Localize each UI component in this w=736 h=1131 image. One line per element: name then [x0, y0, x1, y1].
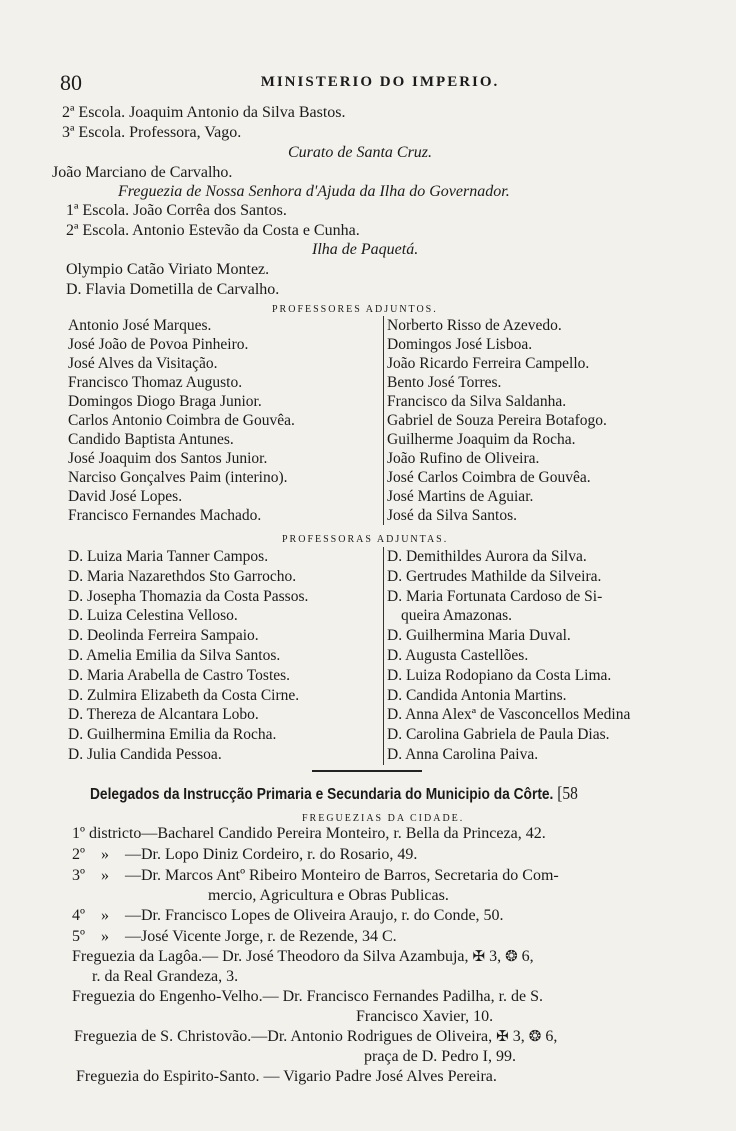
list-item: David José Lopes.: [68, 488, 183, 505]
list-item: D. Gertrudes Mathilde da Silveira.: [387, 567, 602, 585]
list-item: D. Luiza Celestina Velloso.: [68, 607, 238, 625]
district-line: 1º districto—Bacharel Candido Pereira Monteiro, r. Bella da Princeza, 42.: [72, 825, 546, 842]
top-line: D. Flavia Dometilla de Carvalho.: [66, 281, 280, 298]
list-item: D. Luiza Maria Tanner Campos.: [68, 548, 269, 565]
list-item: D. Candida Antonia Martins.: [387, 686, 567, 704]
freguezia-christovao: [74, 1028, 557, 1046]
delegados-title: [90, 783, 578, 804]
district-line-cont: mercio, Agricultura e Obras Publicas.: [208, 887, 449, 904]
cross-icon: ✠: [496, 1029, 509, 1045]
section-title: Curato de Santa Cruz.: [288, 144, 433, 161]
section-title: Freguezia de Nossa Senhora d'Ajuda da Ilha do Governador.: [118, 183, 510, 200]
freguezia-espirito-santo: Freguezia do Espirito-Santo. — Vigario Padre José Alves Pereira.: [76, 1068, 497, 1085]
professoras-heading: PROFESSORAS ADJUNTAS.: [282, 534, 449, 545]
list-item: Guilherme Joaquim da Rocha.: [387, 431, 576, 448]
list-item: queira Amazonas.: [401, 607, 513, 625]
list-item: Francisco da Silva Saldanha.: [387, 393, 567, 410]
list-item: Antonio José Marques.: [68, 317, 212, 334]
freguezia-text: 3,: [489, 948, 502, 965]
list-item: D. Julia Candida Pessoa.: [68, 745, 222, 763]
district-line: 3º » —Dr. Marcos Antº Ribeiro Monteiro de Barros, Secretaria do Com-: [72, 867, 559, 884]
list-item: José Martins de Aguiar.: [387, 488, 534, 505]
section-title: Ilha de Paquetá.: [312, 241, 419, 258]
freguezia-text: Freguezia da Lagôa.— Dr. José Theodoro da Silva Azambuja,: [72, 948, 469, 965]
delegados-title-text: Delegados da Instrucção Primaria e Secundaria do Municipio da Côrte.: [90, 786, 554, 803]
list-item: Domingos Diogo Braga Junior.: [68, 393, 262, 410]
list-item: D. Maria Fortunata Cardoso de Si-: [387, 587, 603, 605]
list-item: Narciso Gonçalves Paim (interino).: [68, 469, 288, 486]
list-item: Carlos Antonio Coimbra de Gouvêa.: [68, 412, 295, 429]
list-item: D. Guilhermina Maria Duval.: [387, 627, 571, 645]
top-line: Olympio Catão Viriato Montez.: [66, 261, 270, 278]
list-item: João Ricardo Ferreira Campello.: [387, 355, 590, 372]
list-item: D. Carolina Gabriela de Paula Dias.: [387, 726, 610, 744]
list-item: Gabriel de Souza Pereira Botafogo.: [387, 412, 607, 429]
professores-right-column: [383, 316, 707, 525]
list-item: D. Maria Nazarethdos Sto Garrocho.: [68, 567, 297, 585]
cross-icon: ✠: [472, 949, 486, 965]
list-item: D. Josepha Thomazia da Costa Passos.: [68, 587, 309, 605]
freguezia-address: praça de D. Pedro I, 99.: [364, 1048, 516, 1065]
page-number: 80: [60, 70, 82, 95]
freguezia-address: Francisco Xavier, 10.: [356, 1008, 494, 1025]
list-item: Francisco Thomaz Augusto.: [68, 374, 243, 391]
medal-icon: ❂: [505, 949, 518, 965]
list-item: José Carlos Coimbra de Gouvêa.: [387, 469, 591, 486]
professoras-left-column: [68, 547, 378, 765]
list-item: João Rufino de Oliveira.: [387, 450, 540, 467]
freguezia-address: r. da Real Grandeza, 3.: [92, 968, 239, 985]
list-item: Bento José Torres.: [387, 374, 502, 391]
list-item: José Joaquim dos Santos Junior.: [68, 450, 268, 467]
delegados-ref: [58: [557, 783, 578, 803]
freguezia-lagoa: [72, 948, 534, 966]
list-item: D. Augusta Castellões.: [387, 646, 529, 664]
district-line: 4º » —Dr. Francisco Lopes de Oliveira Araujo, r. do Conde, 50.: [72, 907, 504, 924]
freguezia-text: 3,: [512, 1028, 525, 1045]
top-line: 2ª Escola. Antonio Estevão da Costa e Cunha.: [66, 222, 360, 239]
top-line: João Marciano de Carvalho.: [52, 164, 233, 181]
professores-heading: PROFESSORES ADJUNTOS.: [272, 304, 438, 315]
freguezia-text: 6,: [545, 1028, 558, 1045]
freguezias-heading: FREGUEZIAS DA CIDADE.: [302, 813, 465, 824]
list-item: Domingos José Lisboa.: [387, 336, 533, 353]
list-item: D. Amelia Emilia da Silva Santos.: [68, 646, 281, 664]
list-item: D. Thereza de Alcantara Lobo.: [68, 706, 259, 724]
freguezia-text: Freguezia de S. Christovão.—Dr. Antonio Rodrigues de Oliveira,: [74, 1028, 493, 1045]
district-line: 5º » —José Vicente Jorge, r. de Rezende, 34 C.: [72, 928, 397, 945]
list-item: José Alves da Visitação.: [68, 355, 218, 372]
list-item: José da Silva Santos.: [387, 507, 518, 524]
list-item: D. Luiza Rodopiano da Costa Lima.: [387, 666, 612, 684]
district-line: 2º » —Dr. Lopo Diniz Cordeiro, r. do Rosario, 49.: [72, 846, 418, 863]
freguezia-text: 6,: [521, 948, 534, 965]
list-item: Norberto Risso de Azevedo.: [387, 317, 562, 334]
professores-left-column: [68, 316, 378, 525]
medal-icon: ❂: [528, 1029, 542, 1045]
freguezia-engenho: Freguezia do Engenho-Velho.— Dr. Francisco Fernandes Padilha, r. de S.: [72, 988, 544, 1005]
list-item: D. Maria Arabella de Castro Tostes.: [68, 666, 291, 684]
list-item: Francisco Fernandes Machado.: [68, 507, 262, 524]
top-line: 3ª Escola. Professora, Vago.: [62, 124, 242, 141]
list-item: D. Guilhermina Emilia da Rocha.: [68, 726, 277, 744]
list-item: Candido Baptista Antunes.: [68, 431, 234, 448]
page-header: [60, 70, 700, 96]
running-head: MINISTERIO DO IMPERIO.: [260, 74, 500, 90]
top-line: 2ª Escola. Joaquim Antonio da Silva Bastos.: [62, 104, 346, 121]
list-item: D. Demithildes Aurora da Silva.: [387, 548, 587, 565]
list-item: D. Anna Carolina Paiva.: [387, 745, 539, 763]
list-item: D. Deolinda Ferreira Sampaio.: [68, 627, 259, 645]
list-item: D. Anna Alexª de Vasconcellos Medina: [387, 706, 631, 724]
list-item: José João de Povoa Pinheiro.: [68, 336, 249, 353]
top-line: 1ª Escola. João Corrêa dos Santos.: [66, 202, 287, 219]
professoras-right-column: [383, 547, 707, 765]
section-rule: [312, 770, 422, 772]
list-item: D. Zulmira Elizabeth da Costa Cirne.: [68, 686, 300, 704]
